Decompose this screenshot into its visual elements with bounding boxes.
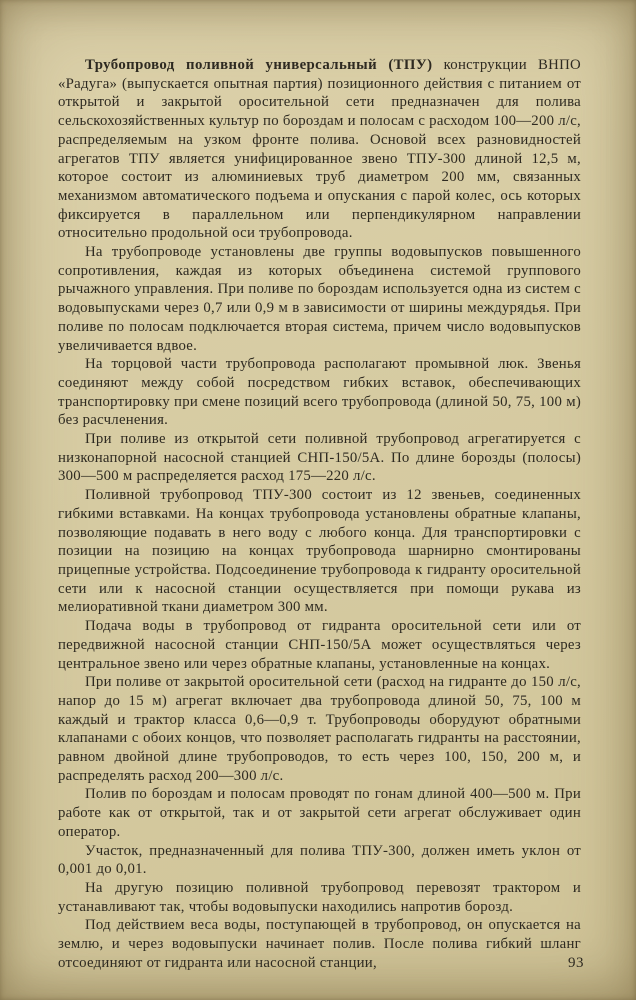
paragraph-lead-bold: Трубопровод поливной универсальный (ТПУ) [85,57,433,73]
text-block [58,56,581,972]
paragraph: Под действием веса воды, поступающей в трубопровод, он опускается на землю, и через водовыпуски начинает полив. После полива гибкий шланг отсоединяют от гидранта или насосной станции, [58,917,581,971]
paragraph: При поливе из открытой сети поливной трубопровод агрегатируется с низконапорной насосной станцией СНП-150/5А. По длине борозды (полосы) 300—500 м распределяется расход 175—220 л/с. [58,431,581,485]
paragraph: На другую позицию поливной трубопровод перевозят трактором и устанавливают так, чтобы водовыпуски находились напротив борозд. [58,879,581,915]
paragraph: Полив по бороздам и полосам проводят по гонам длиной 400—500 м. При работе как от открытой, так и от закрытой сети агрегат обслуживает один оператор. [58,786,581,840]
paragraph: На трубопроводе установлены две группы водовыпусков повышенного сопротивления, каждая из которых объединена системой группового рычажного управления. При поливе по бороздам используется одна из систем с водовыпусками через 0,7 или 0,9 м в зависимости от ширины междурядья. При поливе по полосам подключается вторая система, причем число водовыпусков увеличивается вдвое. [58,244,581,354]
paragraph: Подача воды в трубопровод от гидранта оросительной сети или от передвижной насосной станции СНП-150/5А может осуществляться через центральное звено или через обратные клапаны, установленные на концах. [58,618,581,672]
page-number: 93 [568,955,584,971]
paragraph: Участок, предназначенный для полива ТПУ-300, должен иметь уклон от 0,001 до 0,01. [58,842,581,878]
paragraph: На торцовой части трубопровода располагают промывной люк. Звенья соединяют между собой посредством гибких вставок, обеспечивающих транспортировку при смене позиций всего трубопровода (длиной 50, 75, 100 м) без расчленения. [58,356,581,429]
paragraph: При поливе от закрытой оросительной сети (расход на гидранте до 150 л/с, напор до 15 м) агрегат включает два трубопровода длиной 50, 75, 100 м каждый и трактор класса 0,6—0,9 т. Трубопроводы оборудуют обратными клапанами с обоих концов, что позволяет располагать гидранты на расстоянии, равном двойной длине трубопроводов, то есть через 100, 150, 200 м, и распределять расход 200—300 л/с. [58,674,581,784]
paragraph-intro-text: конструкции ВНПО «Радуга» (выпускается опытная партия) позиционного действия с питанием от открытой и закрытой оросительной сети предназначен для полива сельскохозяйственных культур по бороздам и полосам с расходом 100—200 л/с, распределяемым на узком фронте полива. Основой всех разновидностей агрегатов ТПУ является унифицированное звено ТПУ-300 длиной 12,5 м, которое состоит из алюминиевых труб диаметром 200 мм, связанных механизмом автоматического подъема и опускания с парой колес, ось которых фиксируется в параллельном или перпендикулярном направлении относительно продольной оси трубопровода. [58,57,581,242]
paragraph: Поливной трубопровод ТПУ-300 состоит из 12 звеньев, соединенных гибкими вставками. На концах трубопровода установлены обратные клапаны, позволяющие подавать в него воду с любого конца. Для транспортировки с позиции на позицию на концах трубопровода шарнирно смонтированы прицепные устройства. Подсоединение трубопровода к гидранту оросительной сети или к насосной станции осуществляется при помощи рукава из мелиоративной ткани диаметром 300 мм. [58,487,581,616]
paragraph-intro [58,56,581,243]
